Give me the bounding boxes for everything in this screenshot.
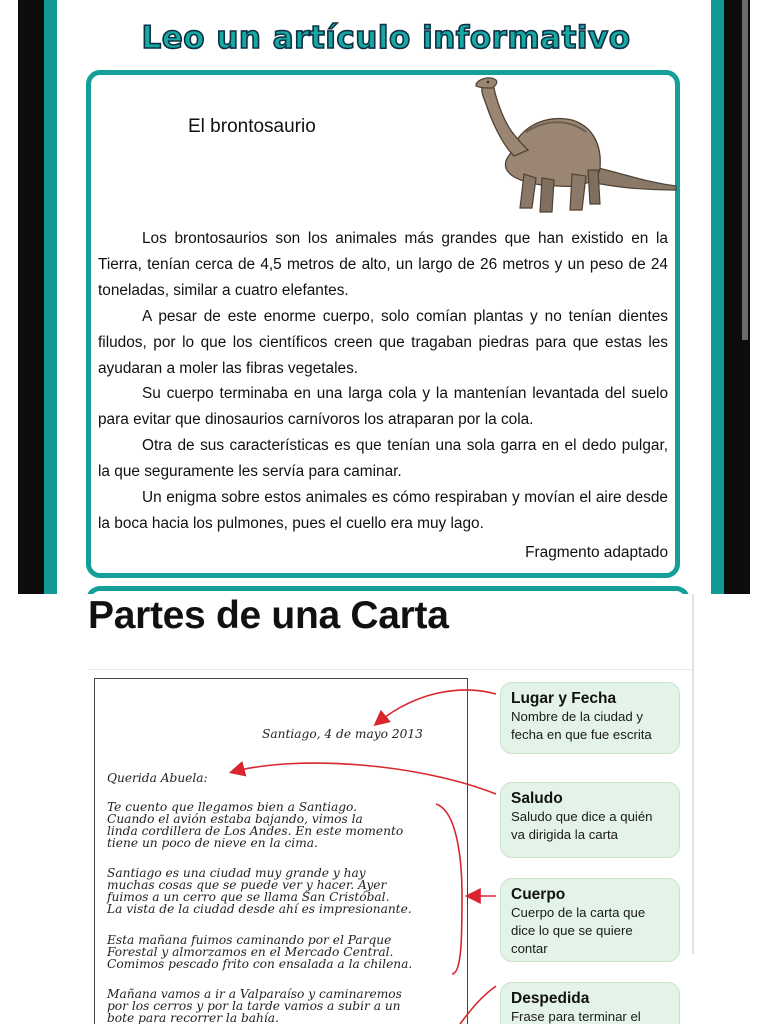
article-paragraph: A pesar de este enorme cuerpo, solo comían plantas y no tenían dientes filudos, por lo que los científicos creen que tragaban piedras para que estas les ayudaran a moler las fibras vegetales.	[98, 307, 668, 377]
letter-line: Mañana vamos a ir a Valparaíso y caminaremos	[107, 987, 402, 1001]
letter-date: Santiago, 4 de mayo 2013	[262, 727, 423, 741]
body-bracket	[436, 804, 462, 974]
callout-title: Cuerpo	[511, 886, 566, 903]
letter-line: fuimos a un cerro que se llama San Cristóbal.	[107, 890, 390, 904]
right-teal-border	[711, 0, 724, 594]
letter-line: Cuando el avión estaba bajando, vimos la	[107, 812, 363, 826]
brontosaurus-icon	[440, 74, 680, 220]
letter-line: por los cerros y por la tarde vamos a subir a un	[107, 999, 401, 1013]
article-paragraph: Un enigma sobre estos animales es cómo respiraban y movían el aire desde la boca hacia los pulmones, pues el cuello era muy lago.	[98, 489, 668, 532]
letter-line: linda cordillera de Los Andes. En este momento	[107, 824, 404, 838]
diagram-title: Partes de una Carta	[88, 594, 449, 637]
arrows-overlay	[0, 594, 768, 1024]
letter-parts-diagram	[0, 594, 768, 1024]
worksheet-title: Leo un artículo informativo	[141, 20, 631, 56]
letter-line: muchas cosas que se puede ver y hacer. Ayer	[107, 878, 387, 892]
scrollbar-strip	[742, 0, 748, 340]
letter-line: Comimos pescado frito con ensalada a la chilena.	[107, 957, 413, 971]
callout-title: Saludo	[511, 790, 563, 807]
callout-title: Lugar y Fecha	[511, 690, 617, 707]
letter-line: Santiago es una ciudad muy grande y hay	[107, 866, 366, 880]
article-body	[98, 226, 668, 537]
letter-line: tiene un poco de nieve en la cima.	[107, 836, 318, 850]
article-paragraph: Su cuerpo terminaba en una larga cola y la mantenían levantada del suelo para evitar que dinosaurios carnívoros los atraparan por la cola.	[98, 385, 668, 429]
callout-description: Saludo que dice a quién va dirigida la carta	[511, 809, 653, 842]
left-teal-border	[44, 0, 57, 594]
callout-description: Nombre de la ciudad y fecha en que fue escrita	[511, 709, 652, 742]
letter-line: Te cuento que llegamos bien a Santiago.	[107, 800, 358, 814]
article-source: Fragmento adaptado	[525, 544, 668, 561]
arrow-to-date	[376, 690, 496, 724]
letter-greeting: Querida Abuela:	[107, 771, 208, 785]
callout-description: Cuerpo de la carta que dice lo que se quiere contar	[511, 905, 646, 956]
letter-line: bote para recorrer la bahía.	[107, 1011, 279, 1024]
arrow-to-closing	[460, 986, 496, 1024]
callout-description: Frase para terminar el	[511, 1009, 641, 1024]
article-paragraph: Los brontosaurios son los animales más grandes que han existido en la Tierra, tenían cerca de 4,5 metros de alto, un largo de 26 metros y un peso de 24 toneladas, similar a cuatro elefantes.	[98, 230, 668, 299]
article-title: El brontosaurio	[188, 116, 316, 137]
letter-line: Esta mañana fuimos caminando por el Parque	[107, 933, 392, 947]
arrow-to-greeting	[232, 763, 496, 794]
left-dark-border	[18, 0, 44, 594]
callout-title: Despedida	[511, 990, 590, 1007]
next-frame-edge	[86, 586, 690, 594]
article-paragraph: Otra de sus características es que tenían una sola garra en el dedo pulgar, la que seguramente les servía para caminar.	[98, 437, 668, 481]
letter-line: Forestal y almorzamos en el Mercado Central.	[107, 945, 394, 959]
letter-line: La vista de la ciudad desde ahí es impresionante.	[107, 902, 412, 916]
